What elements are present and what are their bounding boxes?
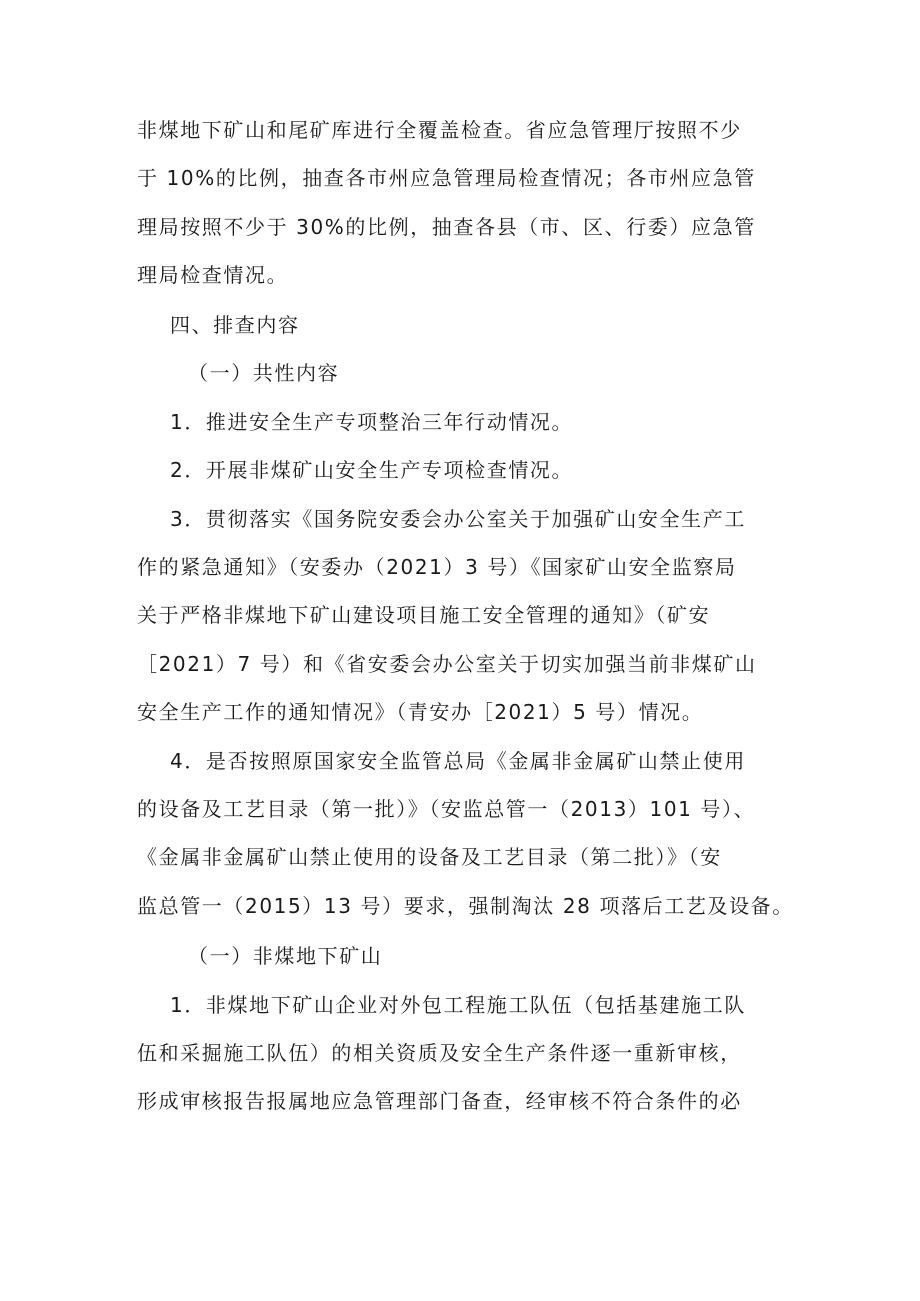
body-line: 《金属非金属矿山禁止使用的设备及工艺目录（第二批）》（安 (137, 845, 722, 869)
list-item: 1．推进安全生产专项整治三年行动情况。 (170, 410, 574, 434)
body-line: 监总管一（2015）13 号）要求，强制淘汰 28 项落后工艺及设备。 (137, 894, 794, 918)
subsection-heading: （一）共性内容 (188, 361, 340, 385)
section-heading: 四、排查内容 (170, 313, 300, 337)
body-line: 关于严格非煤地下矿山建设项目施工安全管理的通知》（矿安 (137, 603, 711, 627)
body-line: 作的紧急通知》（安委办（2021）3 号）《国家矿山安全监察局 (137, 555, 737, 579)
body-line: 形成审核报告报属地应急管理部门备查，经审核不符合条件的必 (137, 1089, 742, 1113)
body-line: 安全生产工作的通知情况》（青安办［2021）5 号）情况。 (137, 700, 704, 724)
list-item: 1．非煤地下矿山企业对外包工程施工队伍（包括基建施工队 (170, 993, 746, 1017)
body-line: 伍和采掘施工队伍）的相关资质及安全生产条件逐一重新审核， (137, 1041, 742, 1065)
list-item: 3．贯彻落实《国务院安委会办公室关于加强矿山安全生产工 (170, 507, 746, 531)
list-item: 4．是否按照原国家安全监管总局《金属非金属矿山禁止使用 (170, 749, 746, 773)
body-line: 的设备及工艺目录（第一批）》（安监总管一（2013）101 号）、 (137, 797, 756, 821)
body-line: 理局检查情况。 (137, 263, 289, 287)
subsection-heading: （一）非煤地下矿山 (188, 944, 383, 968)
list-item: 2．开展非煤矿山安全生产专项检查情况。 (170, 458, 574, 482)
body-line: 于 10%的比例，抽查各市州应急管理局检查情况；各市州应急管 (137, 166, 756, 190)
body-line: 非煤地下矿山和尾矿库进行全覆盖检查。省应急管理厅按照不少 (137, 118, 742, 142)
body-line: ［2021）7 号）和《省安委会办公室关于切实加强当前非煤矿山 (137, 652, 757, 676)
body-line: 理局按照不少于 30%的比例，抽查各县（市、区、行委）应急管 (137, 215, 756, 239)
